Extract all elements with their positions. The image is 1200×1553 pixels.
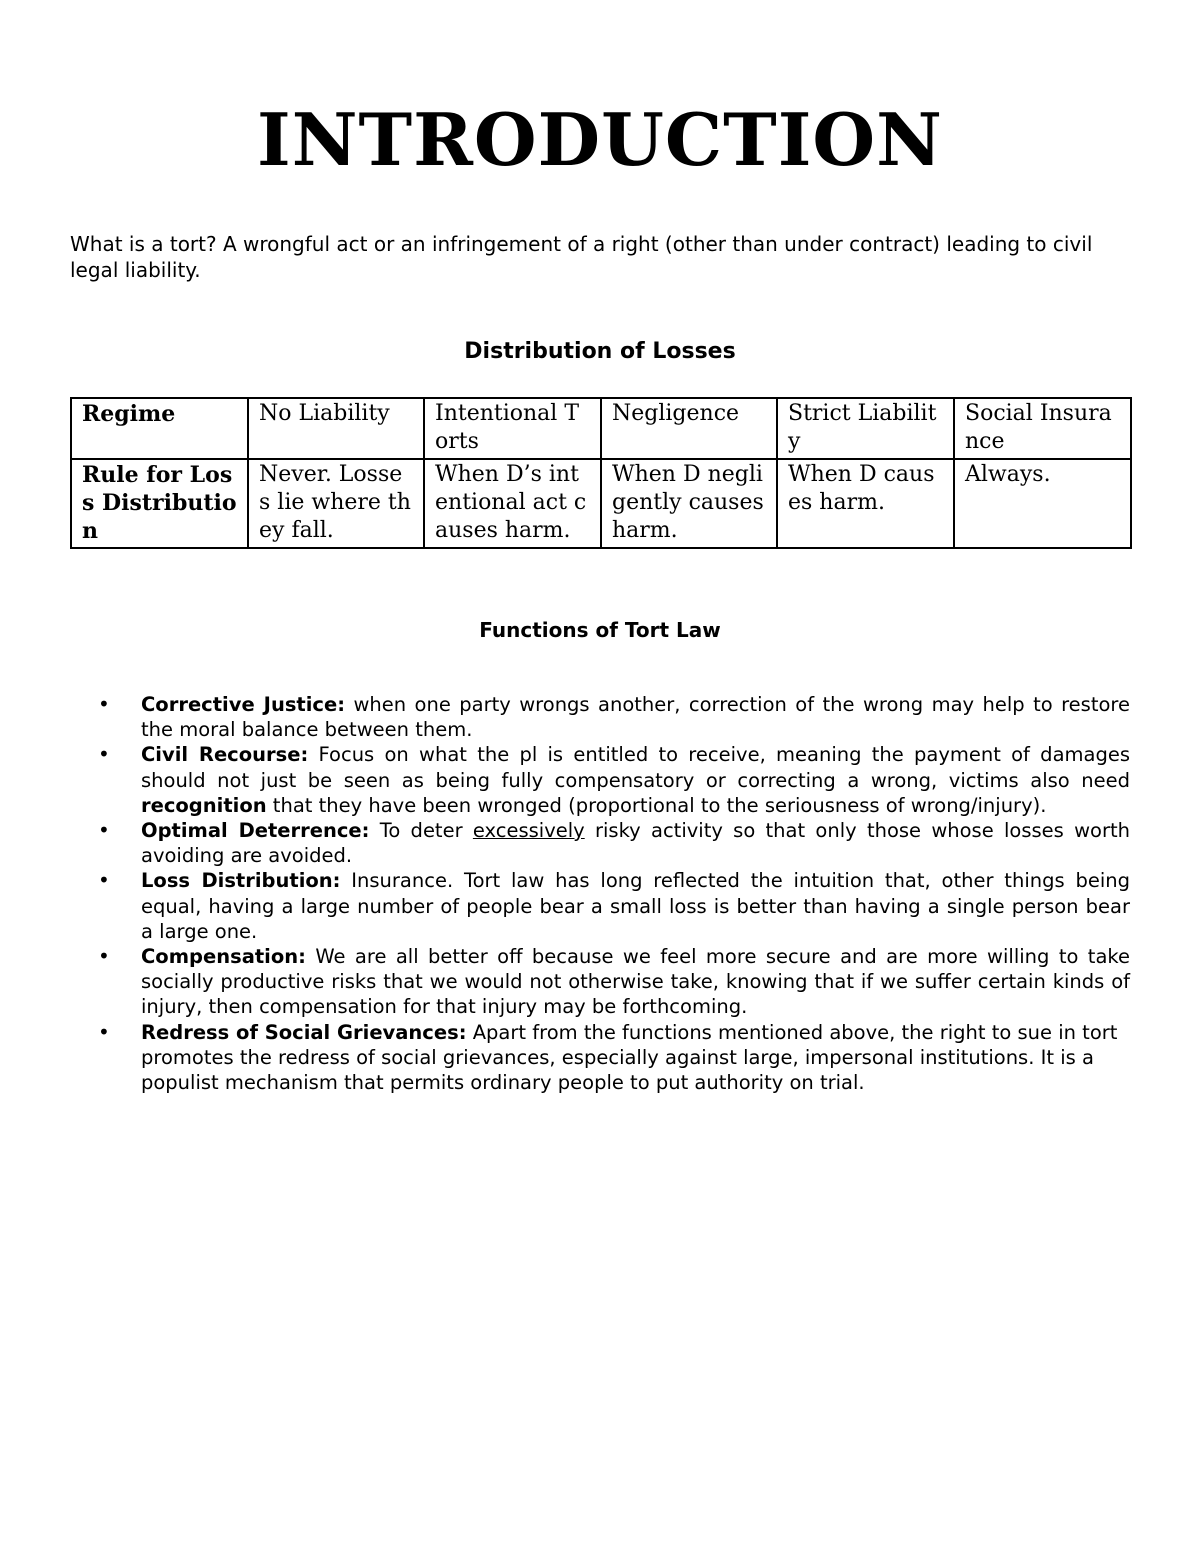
function-emphasis: recognition (141, 793, 267, 817)
function-term: Optimal Deterrence: (141, 819, 370, 843)
functions-heading: Functions of Tort Law (479, 618, 721, 642)
table-cell-row-header: Rule for Loss Distribution (71, 459, 248, 548)
distribution-table (70, 397, 1132, 549)
table-cell: When D’s intentional act causes harm. (424, 459, 601, 548)
function-text: when one party wrongs another, correction of the wrong may help to restore the moral balance between them. (141, 693, 1130, 742)
bullet-icon: • (98, 1019, 110, 1044)
function-text: We are all better off because we feel more secure and are more willing to take socially productive risks that we would not otherwise take, knowing that if we suffer certain kinds of injury, then compensation for that injury may be forthcoming. (141, 945, 1130, 1019)
functions-list (98, 692, 1130, 1095)
table-cell: Always. (954, 459, 1131, 548)
bullet-icon: • (98, 742, 110, 767)
function-text: To deter (369, 819, 473, 843)
function-term: Loss Distribution: (141, 869, 341, 893)
function-text: Insurance. Tort law has long reflected the intuition that, other things being equal, having a large number of people bear a small loss is better than having a single person bear a large one. (141, 869, 1130, 943)
table-cell-row-header: Regime (71, 398, 248, 459)
intro-paragraph: What is a tort? A wrongful act or an infringement of a right (other than under contract) leading to civil legal liability. (70, 232, 1093, 282)
table-cell: When D causes harm. (777, 459, 954, 548)
table-cell: When D negligently causes harm. (601, 459, 777, 548)
table-row-regime (71, 398, 1131, 459)
list-item-optimal-deterrence (98, 818, 1130, 868)
list-item-redress-of-social-grievances (98, 1020, 1130, 1096)
page-title: INTRODUCTION (257, 97, 943, 182)
table-cell: Never. Losses lie where they fall. (248, 459, 424, 548)
table-cell: Negligence (601, 398, 777, 459)
function-term: Civil Recourse: (141, 743, 309, 767)
list-item-corrective-justice (98, 692, 1130, 742)
list-item-loss-distribution (98, 868, 1130, 944)
bullet-icon: • (98, 944, 110, 969)
function-text: Apart from the functions mentioned above, the right to sue in tort promotes the redress of social grievances, especially against large, impersonal institutions. It is a populist mechanism that permits ordinary people to put authority on trial. (141, 1020, 1118, 1095)
distribution-heading: Distribution of Losses (464, 339, 736, 364)
function-text-continued: risky activity so that only those whose losses worth avoiding are avoided. (141, 819, 1131, 868)
table-row-rule (71, 459, 1131, 548)
function-text-continued: that they have been wronged (proportional to the seriousness of wrong/injury). (266, 793, 1047, 817)
function-term: Corrective Justice: (141, 693, 346, 716)
function-text: Focus on what the pl is entitled to receive, meaning the payment of damages should not just be seen as being fully compensatory or correcting a wrong, victims also need (141, 743, 1130, 792)
table-cell: Strict Liability (777, 398, 954, 459)
table-cell: Social Insurance (954, 398, 1131, 459)
table-cell: No Liability (248, 398, 424, 459)
bullet-icon: • (98, 818, 110, 843)
function-underlined: excessively (472, 819, 585, 843)
bullet-icon: • (98, 868, 110, 893)
function-term: Compensation: (141, 945, 306, 969)
table-cell: Intentional Torts (424, 398, 601, 459)
function-term: Redress of Social Grievances: (141, 1020, 467, 1044)
list-item-civil-recourse (98, 742, 1130, 818)
list-item-compensation (98, 944, 1130, 1020)
bullet-icon: • (98, 692, 110, 716)
